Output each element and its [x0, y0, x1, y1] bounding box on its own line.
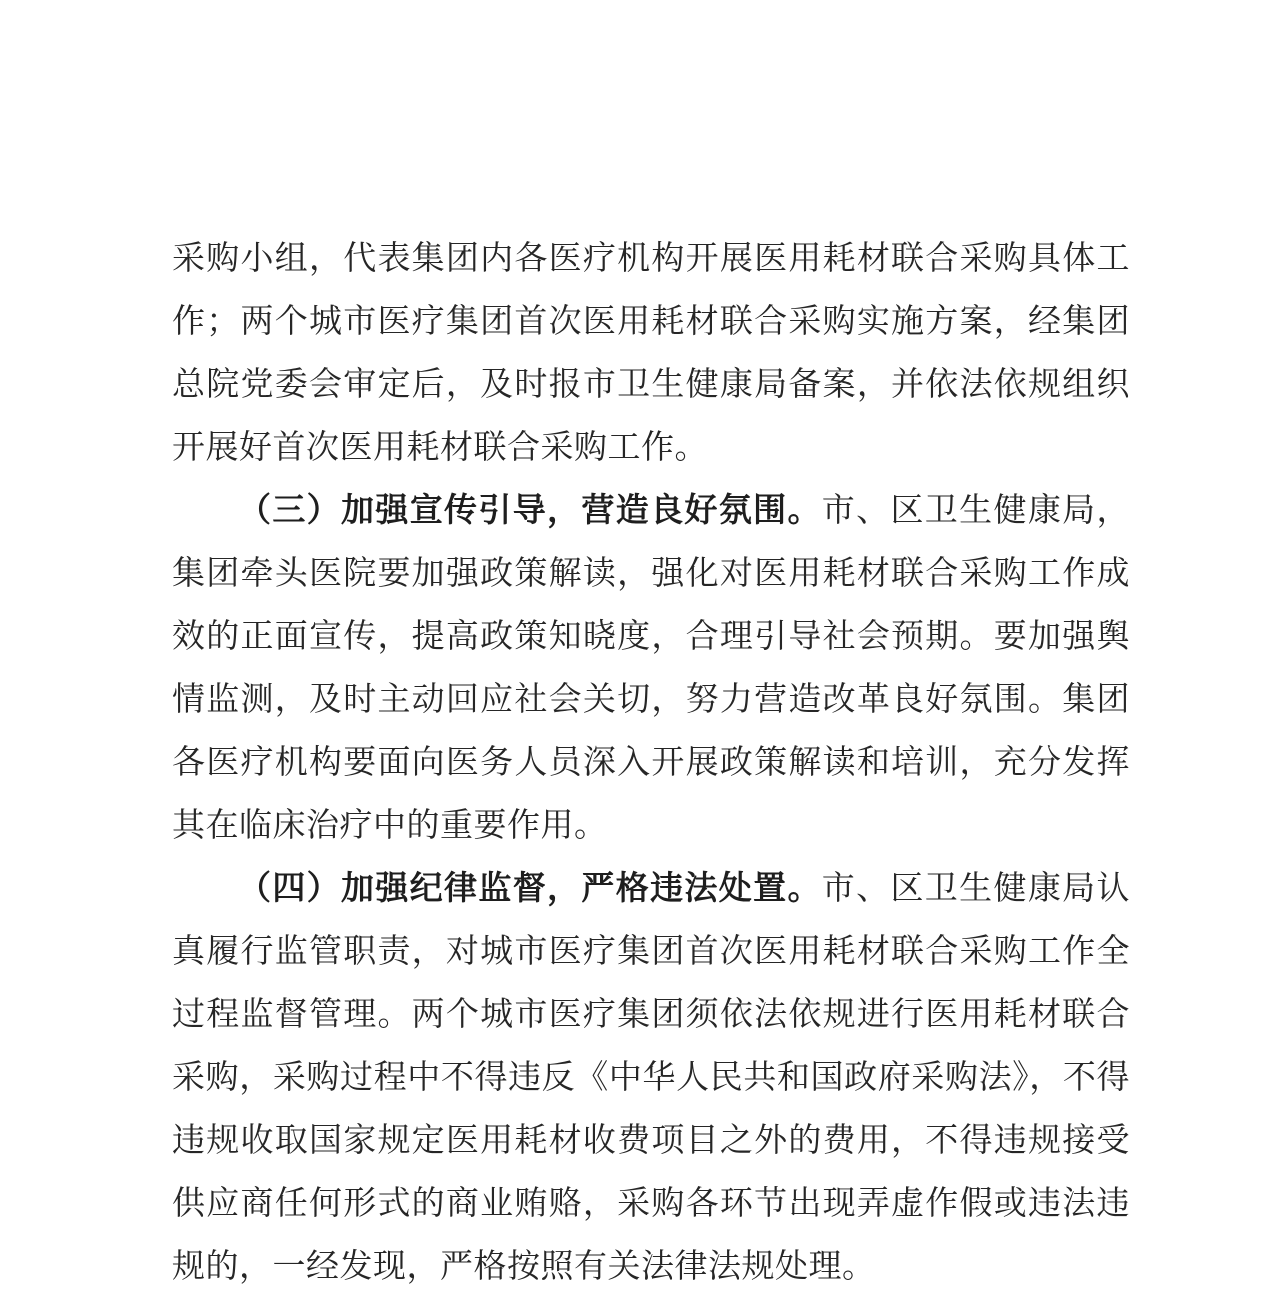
text-run: 市、区卫生健康局，集团牵头医院要加强政策解读，强化对医用耗材联合采购工作成效的正面宣传，提高政策知晓度，合理引导社会预期。要加强舆情监测，及时主动回应社会关切，努力营造改革良好氛围。集团各医疗机构要面向医务人员深入开展政策解读和培训，充分发挥其在临床治疗中的重要作用。	[172, 493, 1131, 844]
paragraph	[172, 228, 1130, 480]
paragraph	[172, 858, 1130, 1299]
text-run: 市、区卫生健康局认真履行监管职责，对城市医疗集团首次医用耗材联合采购工作全过程监督管理。两个城市医疗集团须依法依规进行医用耗材联合采购，采购过程中不得违反《中华人民共和国政府采购法》，不得违规收取国家规定医用耗材收费项目之外的费用，不得违规接受供应商任何形式的商业贿赂，采购各环节出现弄虚作假或违法违规的，一经发现，严格按照有关法律法规处理。	[172, 871, 1131, 1285]
section-heading: （四）加强纪律监督，严格违法处置。	[238, 871, 822, 907]
paragraph	[172, 480, 1130, 858]
section-heading: （三）加强宣传引导，营造良好氛围。	[238, 493, 822, 529]
document-body	[172, 228, 1130, 1299]
text-run: 采购小组，代表集团内各医疗机构开展医用耗材联合采购具体工作；两个城市医疗集团首次医用耗材联合采购实施方案，经集团总院党委会审定后，及时报市卫生健康局备案，并依法依规组织开展好首次医用耗材联合采购工作。	[172, 241, 1130, 466]
